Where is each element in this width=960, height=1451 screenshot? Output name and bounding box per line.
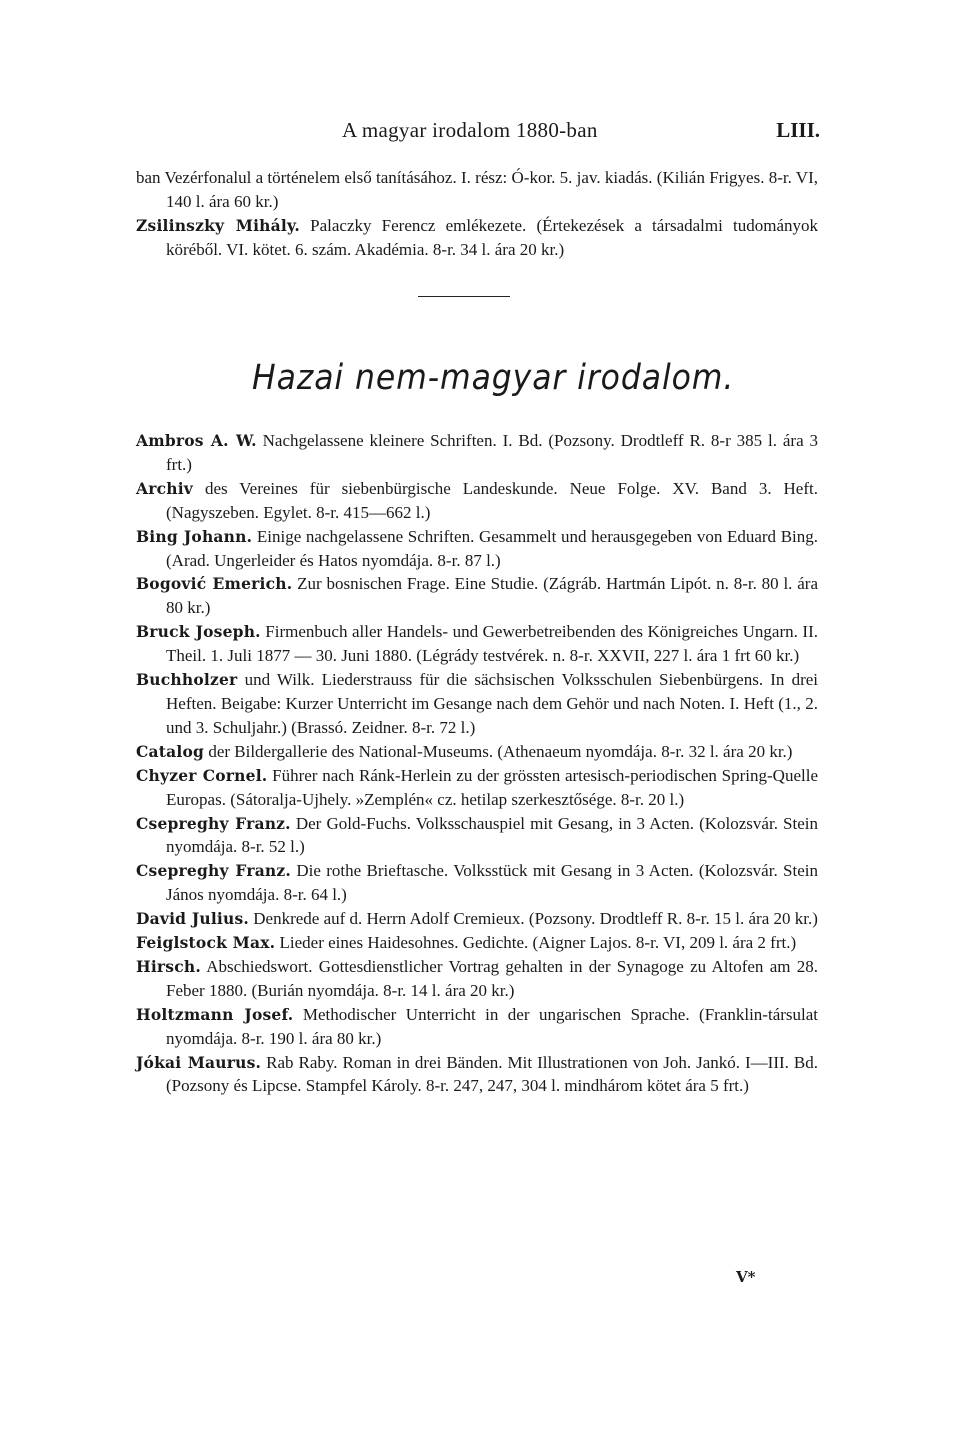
bibliography-entry <box>136 166 818 214</box>
entry-text: der Bildergallerie des National-Museums. (Athenaeum nyomdája. 8-r. 32 l. ára 20 kr.) <box>204 741 793 761</box>
bibliography-entry <box>136 740 818 764</box>
entry-author: Chyzer Cornel. <box>136 765 268 785</box>
entry-author: Jókai Maurus. <box>136 1052 262 1072</box>
bibliography-entry <box>136 764 818 812</box>
entry-author: Holtzmann Josef. <box>136 1004 294 1024</box>
bibliography-entry <box>136 620 818 668</box>
entry-author: Ambros A. W. <box>136 431 257 450</box>
section-title: Hazai nem-magyar irodalom. <box>252 358 735 398</box>
entry-author: David Julius. <box>136 909 249 929</box>
header-title: A magyar irodalom 1880-ban <box>342 118 598 142</box>
entry-text: Rab Raby. Roman in drei Bänden. Mit Illustrationen von Joh. Jankó. I—III. Bd. (Pozsony és Lipcse. Stampfel Károly. 8-r. 247, 247, 304 l. mindhárom kötet ára 5 frt.) <box>166 1052 818 1096</box>
bibliography-entry <box>136 931 818 955</box>
entry-author: Archiv <box>136 478 193 498</box>
entry-text: Die rothe Brieftasche. Volksstück mit Gesang in 3 Acten. (Kolozsvár. Stein János nyomdája. 8-r. 64 l.) <box>166 861 818 905</box>
bibliography-entry <box>136 525 818 573</box>
entry-text: Nachgelassene kleinere Schriften. I. Bd. (Pozsony. Drodtleff R. 8-r 385 l. ára 3 frt.) <box>166 431 818 474</box>
running-header <box>342 118 820 148</box>
bibliography-entry <box>136 668 818 740</box>
bibliography-entry <box>136 907 818 931</box>
section-divider <box>418 296 510 297</box>
bibliography-entry <box>136 477 818 525</box>
entry-author: Bruck Joseph. <box>136 622 261 642</box>
bibliography-entry <box>136 859 818 907</box>
top-entries <box>136 166 818 262</box>
entry-author: Csepreghy Franz. <box>136 813 291 833</box>
signature-mark: V* <box>736 1268 756 1286</box>
entry-text: ban Vezérfonalul a történelem első tanításához. I. rész: Ó-kor. 5. jav. kiadás. (Kilián Frigyes. 8-r. VI, 140 l. ára 60 kr.) <box>136 168 818 211</box>
entry-text: Firmenbuch aller Handels- und Gewerbetreibenden des Königreiches Ungarn. II. Theil. 1. Juli 1877 — 30. Juni 1880. (Légrády testvérek. n. 8-r. XXVII, 227 l. ára 1 frt 60 kr.) <box>166 622 818 666</box>
entry-text: des Vereines für siebenbürgische Landeskunde. Neue Folge. XV. Band 3. Heft. (Nagyszeben. Egylet. 8-r. 415—662 l.) <box>166 478 818 522</box>
entry-text: Führer nach Ránk-Herlein zu der grössten artesisch-periodischen Spring-Quelle Europas. (Sátoralja-Ujhely. »Zemplén« cz. hetilap szerkesztősége. 8-r. 20 l.) <box>166 765 818 809</box>
entry-text: und Wilk. Liederstrauss für die sächsischen Volksschulen Siebenbürgens. In drei Heften. Beigabe: Kurzer Unterricht im Gesange nach dem Gehör und nach Noten. I. Heft (1., 2. und 3. Schuljahr.) (Brassó. Zeidner. 8-r. 72 l.) <box>166 670 818 737</box>
bibliography-entry <box>136 1051 818 1099</box>
bibliography-entry <box>136 572 818 620</box>
page-number: LIII. <box>776 118 820 142</box>
bibliography-entry <box>136 1003 818 1051</box>
entry-author: Hirsch. <box>136 956 201 976</box>
entry-author: Bogović Emerich. <box>136 574 293 594</box>
entry-author: Csepreghy Franz. <box>136 861 292 881</box>
entry-author: Catalog <box>136 741 205 761</box>
bibliography-entry <box>136 214 818 262</box>
entry-text: Einige nachgelassene Schriften. Gesammelt und herausgegeben von Eduard Bing. (Arad. Ungerleider és Hatos nyomdája. 8-r. 87 l.) <box>166 526 819 570</box>
entry-author: Bing Johann. <box>136 526 253 546</box>
entry-text: Abschiedswort. Gottesdienstlicher Vortrag gehalten in der Synagoge zu Altofen am 28. Feber 1880. (Burián nyomdája. 8-r. 14 l. ára 20 kr.) <box>166 956 818 1000</box>
entry-text: Methodischer Unterricht in der ungarischen Sprache. (Franklin-társulat nyomdája. 8-r. 190 l. ára 80 kr.) <box>166 1004 819 1048</box>
entry-text: Palaczky Ferencz emlékezete. (Értekezések a társadalmi tudományok köréből. VI. kötet. 6. szám. Akadémia. 8-r. 34 l. ára 20 kr.) <box>166 215 818 259</box>
entry-text: Denkrede auf d. Herrn Adolf Cremieux. (Pozsony. Drodtleff R. 8-r. 15 l. ára 20 kr.) <box>249 909 818 929</box>
entry-author: Zsilinszky Mihály. <box>136 215 301 235</box>
bibliography-list <box>136 429 818 1098</box>
bibliography-entry <box>136 812 818 860</box>
entry-author: Feiglstock Max. <box>136 933 276 953</box>
entry-author: Buchholzer <box>136 670 238 690</box>
bibliography-entry <box>136 955 818 1003</box>
entry-text: Lieder eines Haidesohnes. Gedichte. (Aigner Lajos. 8-r. VI, 209 l. ára 2 frt.) <box>275 933 797 953</box>
entry-text: Der Gold-Fuchs. Volksschauspiel mit Gesang, in 3 Acten. (Kolozsvár. Stein nyomdája. 8-r. 52 l.) <box>166 813 818 857</box>
entry-text: Zur bosnischen Frage. Eine Studie. (Zágráb. Hartmán Lipót. n. 8-r. 80 l. ára 80 kr.) <box>166 574 819 618</box>
bibliography-entry <box>136 429 818 477</box>
